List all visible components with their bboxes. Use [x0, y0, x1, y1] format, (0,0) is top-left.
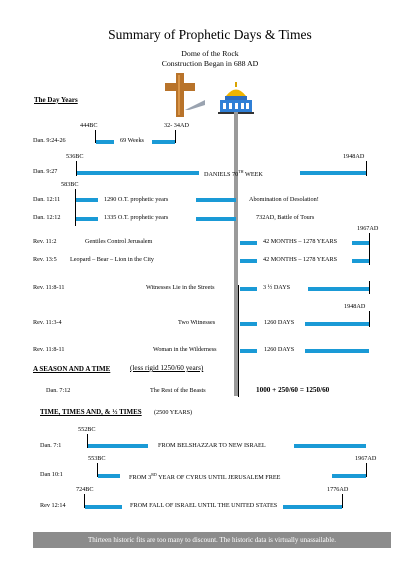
row8-date-end: 1948AD: [344, 303, 366, 310]
row5-bar-left: [240, 241, 257, 245]
row5-bar-right: [352, 241, 369, 245]
row8-label: Two Witnesses: [178, 319, 216, 326]
row12-label: FROM 3RD YEAR OF CYRUS UNTIL JERUSALEM FREE: [129, 472, 281, 482]
row2-tick-end: [366, 161, 367, 176]
row6-label: Leopard – Bear – Lion in the City: [70, 256, 155, 263]
row7-bar-right: [308, 287, 370, 291]
row3-bar-right: [196, 198, 236, 202]
row5-date-end: 1967AD: [357, 225, 379, 232]
row3-date-start: 583BC: [61, 181, 79, 188]
row8-label-right: 1260 DAYS: [264, 319, 295, 326]
subtitle-line2: Construction Began in 688 AD: [161, 59, 259, 68]
row2-bar-left: [77, 171, 199, 175]
section-season: A SEASON AND A TIME: [33, 365, 111, 373]
center-axis-black: [238, 285, 239, 397]
row2-date-end: 1948AD: [343, 153, 365, 160]
row13-ref: Rev 12:14: [40, 502, 66, 509]
row1-bar-right: [152, 140, 175, 144]
row13-label: FROM FALL OF ISRAEL UNTIL THE UNITED STATES: [130, 502, 278, 509]
row6-ref: Rev. 13:5: [33, 256, 57, 263]
row5-label: Gentiles Control Jerusalem: [85, 238, 153, 245]
row13-date-end: 1776AD: [327, 486, 349, 493]
row3-label: 1290 O.T. prophetic years: [104, 196, 169, 203]
row9-ref: Rev. 11:8-11: [33, 346, 65, 353]
row7-tick-end: [369, 281, 370, 294]
row1-label: 69 Weeks: [120, 137, 144, 144]
row13-date-start: 724BC: [76, 486, 94, 493]
row8-ref: Rev. 11:3-4: [33, 319, 62, 326]
row4-label: 1335 O.T. prophetic years: [104, 214, 169, 221]
row3-ref: Dan. 12:11: [33, 196, 61, 203]
row13-tick-end: [342, 494, 343, 508]
row9-bar-left: [240, 349, 257, 353]
section-times-note: (2500 YEARS): [154, 409, 193, 416]
subtitle-line1: Dome of the Rock: [181, 49, 239, 58]
row1-ref: Dan. 9:24-26: [33, 137, 66, 144]
row5-ref: Rev. 11:2: [33, 238, 57, 245]
row7-bar-left: [240, 287, 257, 291]
cross-shadow-icon: [185, 96, 205, 110]
row9-label-right: 1260 DAYS: [264, 346, 295, 353]
row7-label: Witnesses Lie in the Streets: [146, 284, 215, 291]
row1-bar-left: [96, 140, 114, 144]
row10-formula: 1000 + 250/60 = 1250/60: [256, 386, 330, 394]
dome-of-the-rock-icon: [218, 82, 254, 114]
footer-note: Thirteen historic fits are too many to discount. The historic data is virtually unassailable.: [33, 532, 391, 548]
row10-label: The Rest of the Beasts: [150, 387, 206, 394]
row2-label: DANIELS 70TH WEEK: [204, 169, 263, 179]
row2-ref: Dan. 9:27: [33, 168, 58, 175]
row9-label: Woman in the Wilderness: [153, 346, 217, 353]
row5-tick-end: [369, 233, 370, 265]
row8-bar-left: [240, 322, 257, 326]
row4-bar-right: [196, 217, 236, 221]
row11-bar-right: [294, 444, 366, 448]
row11-label: FROM BELSHAZZAR TO NEW ISRAEL: [158, 442, 266, 449]
row7-label-right: 3 ½ DAYS: [263, 284, 291, 291]
row11-date-start: 552BC: [78, 426, 96, 433]
row9-bar-right: [305, 349, 369, 353]
row11-ref: Dan. 7:1: [40, 442, 62, 449]
row6-bar-left: [240, 259, 257, 263]
row8-tick-end: [369, 311, 370, 327]
page-title: Summary of Prophetic Days & Times: [108, 27, 312, 42]
row4-ref: Dan. 12:12: [33, 214, 61, 221]
row12-bar-right: [332, 474, 366, 478]
cross-icon: [165, 73, 195, 117]
row3-label-right: Abomination of Desolation!: [249, 196, 319, 203]
row4-bar-left: [76, 217, 98, 221]
row2-date-start: 536BC: [66, 153, 84, 160]
section-times: TIME, TIMES AND, & ½ TIMES: [40, 408, 142, 416]
row4-label-right: 732AD, Battle of Tours: [256, 214, 315, 221]
row6-label-right: 42 MONTHS – 1278 YEARS: [263, 256, 338, 263]
row5-label-right: 42 MONTHS – 1278 YEARS: [263, 238, 338, 245]
row12-ref: Dan 10:1: [40, 471, 63, 478]
row13-bar-left: [85, 505, 122, 509]
row11-bar-left: [88, 444, 148, 448]
row8-bar-right: [305, 322, 369, 326]
section-day-years: The Day Years: [34, 96, 78, 104]
section-season-note: (less rigid 1250/60 years): [130, 364, 204, 372]
row13-bar-right: [283, 505, 342, 509]
row10-ref: Dan. 7:12: [46, 387, 71, 394]
row6-bar-right: [352, 259, 369, 263]
row12-date-start: 553BC: [88, 455, 106, 462]
row1-tick-end: [175, 130, 176, 143]
row12-date-end: 1967AD: [355, 455, 377, 462]
row7-ref: Rev. 11:8-11: [33, 284, 65, 291]
row2-bar-right: [300, 171, 366, 175]
row1-date-start: 444BC: [80, 122, 98, 129]
row1-date-end: 32- 34AD: [164, 122, 189, 129]
row12-tick-end: [366, 463, 367, 477]
row3-bar-left: [76, 198, 98, 202]
row12-bar-left: [98, 474, 120, 478]
